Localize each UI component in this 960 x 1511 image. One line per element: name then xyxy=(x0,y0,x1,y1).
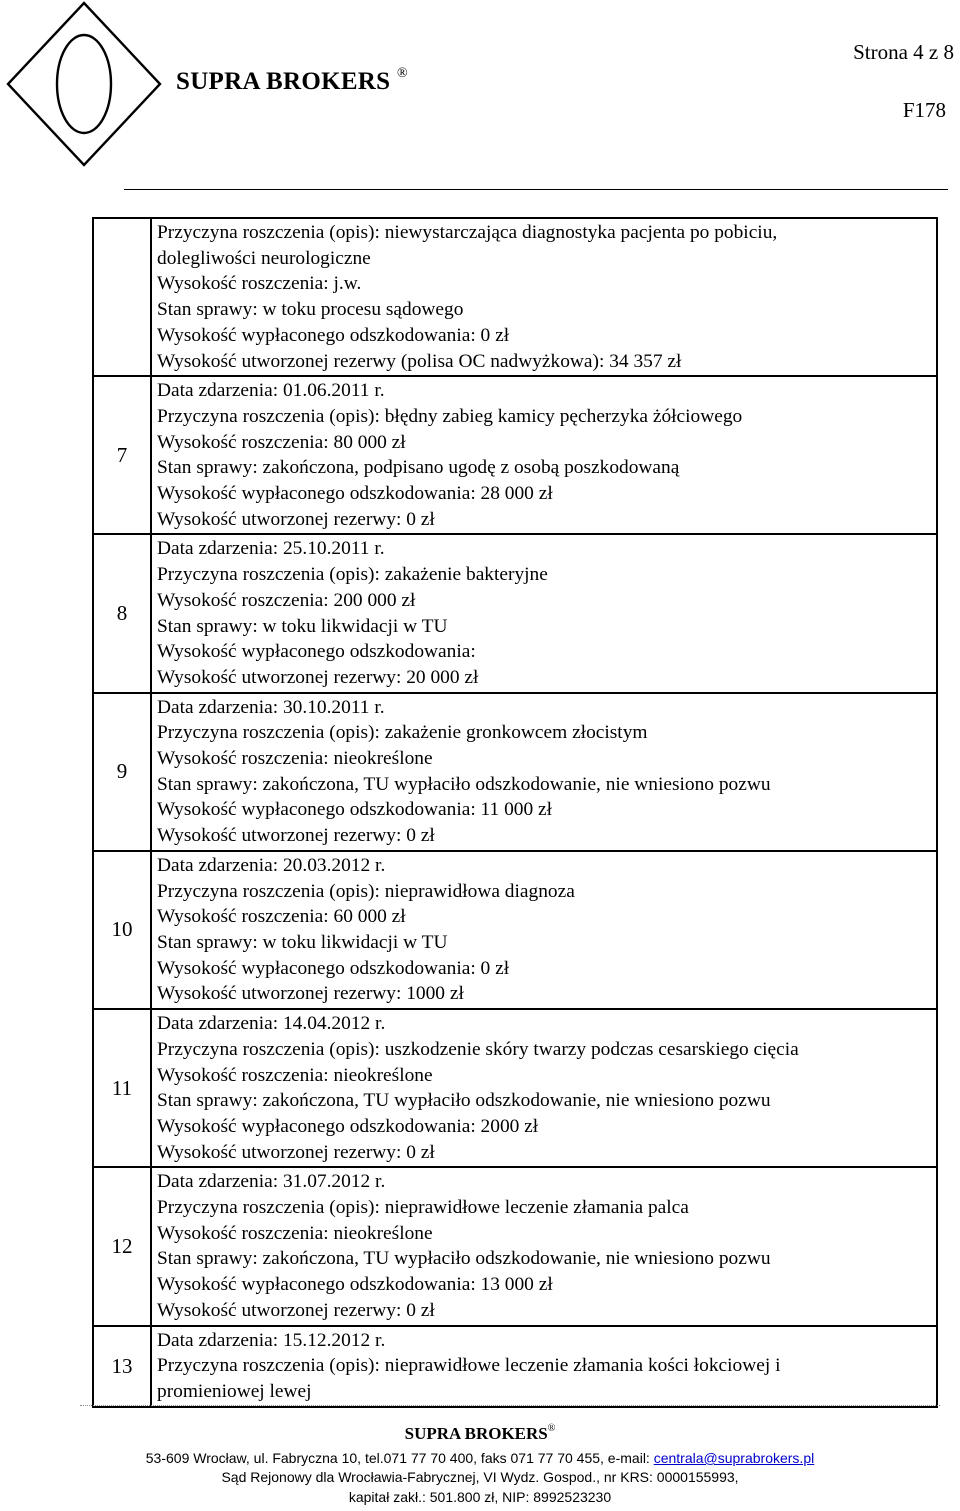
claim-detail-line: Wysokość wypłaconego odszkodowania: 0 zł xyxy=(157,957,510,979)
logo-diamond xyxy=(8,3,160,165)
claim-detail-line: Wysokość utworzonej rezerwy: 0 zł xyxy=(157,825,435,847)
footer-capital: kapitał zakł.: 501.800 zł, NIP: 8992523230 xyxy=(348,1489,612,1505)
claim-row xyxy=(93,376,937,534)
claim-detail-line: Przyczyna roszczenia (opis): błędny zabieg kamicy pęcherzyka żółciowego xyxy=(157,405,743,427)
logo-oval xyxy=(57,35,111,133)
footer-divider xyxy=(80,1405,940,1406)
claim-detail-line: dolegliwości neurologiczne xyxy=(157,247,371,269)
claim-detail-line: Wysokość utworzonej rezerwy: 20 000 zł xyxy=(157,666,479,688)
claim-detail-line: Stan sprawy: zakończona, podpisano ugodę z osobą poszkodowaną xyxy=(157,457,680,479)
claim-details xyxy=(151,218,937,376)
claim-detail-line: Data zdarzenia: 30.10.2011 r. xyxy=(157,696,385,718)
claim-detail-line: Wysokość wypłaconego odszkodowania: 2000 zł xyxy=(157,1115,539,1137)
claim-number: 10 xyxy=(93,851,151,1009)
claim-detail-line: Data zdarzenia: 14.04.2012 r. xyxy=(157,1013,386,1035)
claim-detail-line: Stan sprawy: w toku likwidacji w TU xyxy=(157,931,448,953)
claim-details xyxy=(151,693,937,851)
page-number: Strona 4 z 8 xyxy=(853,40,954,64)
claim-detail-line: Stan sprawy: zakończona, TU wypłaciło odszkodowanie, nie wniesiono pozwu xyxy=(157,1248,771,1270)
registered-mark: ® xyxy=(396,66,408,81)
claim-detail-line: Przyczyna roszczenia (opis): zakażenie gronkowcem złocistym xyxy=(157,722,648,744)
claim-detail-line: Wysokość utworzonej rezerwy: 0 zł xyxy=(157,1141,435,1163)
claim-number: 11 xyxy=(93,1009,151,1167)
claim-detail-line: Przyczyna roszczenia (opis): nieprawidłowe leczenie złamania kości łokciowej i xyxy=(157,1355,781,1377)
claim-detail-line: Wysokość roszczenia: nieokreślone xyxy=(157,1064,433,1086)
header-divider xyxy=(124,189,948,190)
footer-address: 53-609 Wrocław, ul. Fabryczna 10, tel.071 77 70 400, faks 071 77 70 455, e-mail: centrala@suprabrokers.pl xyxy=(145,1450,815,1466)
claim-number xyxy=(93,218,151,376)
claim-row xyxy=(93,1326,937,1407)
claim-number: 7 xyxy=(93,376,151,534)
claim-detail-line: Data zdarzenia: 15.12.2012 r. xyxy=(157,1329,386,1351)
claim-detail-line: Wysokość roszczenia: nieokreślone xyxy=(157,1222,433,1244)
claim-details xyxy=(151,1326,937,1407)
claim-detail-line: Wysokość roszczenia: j.w. xyxy=(157,273,362,295)
claim-detail-line: Stan sprawy: w toku procesu sądowego xyxy=(157,299,464,321)
claim-detail-line: Przyczyna roszczenia (opis): uszkodzenie skóry twarzy podczas cesarskiego cięcia xyxy=(157,1038,799,1060)
claim-detail-line: Data zdarzenia: 01.06.2011 r. xyxy=(157,380,385,402)
claim-row xyxy=(93,534,937,692)
claim-detail-line: Przyczyna roszczenia (opis): zakażenie bakteryjne xyxy=(157,564,548,586)
claim-detail-line: Data zdarzenia: 25.10.2011 r. xyxy=(157,538,385,560)
claim-row xyxy=(93,218,937,376)
claim-detail-line: Przyczyna roszczenia (opis): niewystarczająca diagnostyka pacjenta po pobiciu, xyxy=(157,222,778,243)
claim-details xyxy=(151,851,937,1009)
claim-details xyxy=(151,534,937,692)
company-logo xyxy=(0,0,168,168)
claim-row xyxy=(93,1009,937,1167)
claim-row xyxy=(93,693,937,851)
claim-detail-line: Wysokość utworzonej rezerwy: 1000 zł xyxy=(157,983,464,1005)
claim-detail-line: Wysokość wypłaconego odszkodowania: 13 000 zł xyxy=(157,1274,553,1296)
claim-detail-line: Wysokość wypłaconego odszkodowania: xyxy=(157,641,476,663)
claim-detail-line: Wysokość utworzonej rezerwy (polisa OC nadwyżkowa): 34 357 zł xyxy=(157,350,682,372)
claims-table xyxy=(92,217,938,1408)
claim-row xyxy=(93,1167,937,1325)
footer-email-link[interactable]: centrala@suprabrokers.pl xyxy=(653,1450,815,1466)
form-code: F178 xyxy=(902,98,946,122)
claim-details xyxy=(151,1167,937,1325)
claim-row xyxy=(93,851,937,1009)
claim-details xyxy=(151,1009,937,1167)
claim-detail-line: Data zdarzenia: 20.03.2012 r. xyxy=(157,854,386,876)
claim-detail-line: Stan sprawy: w toku likwidacji w TU xyxy=(157,615,448,637)
footer-court-registration: Sąd Rejonowy dla Wrocławia-Fabrycznej, VI Wydz. Gospod., nr KRS: 0000155993, xyxy=(221,1469,739,1485)
claim-details xyxy=(151,376,937,534)
claim-detail-line: Wysokość roszczenia: nieokreślone xyxy=(157,748,433,770)
claim-detail-line: Wysokość roszczenia: 60 000 zł xyxy=(157,906,406,928)
brand-name: SUPRA BROKERS ® xyxy=(176,66,408,95)
claim-detail-line: Wysokość wypłaconego odszkodowania: 28 000 zł xyxy=(157,483,553,505)
claim-number: 8 xyxy=(93,534,151,692)
claim-number: 12 xyxy=(93,1167,151,1325)
claim-detail-line: Stan sprawy: zakończona, TU wypłaciło odszkodowanie, nie wniesiono pozwu xyxy=(157,773,771,795)
footer-brand: SUPRA BROKERS® xyxy=(404,1423,556,1443)
claim-detail-line: Wysokość utworzonej rezerwy: 0 zł xyxy=(157,1299,435,1321)
claim-detail-line: promieniowej lewej xyxy=(157,1380,312,1402)
claim-detail-line: Przyczyna roszczenia (opis): nieprawidłowe leczenie złamania palca xyxy=(157,1197,689,1219)
claim-detail-line: Wysokość roszczenia: 80 000 zł xyxy=(157,431,406,453)
claim-number: 9 xyxy=(93,693,151,851)
claim-detail-line: Przyczyna roszczenia (opis): nieprawidłowa diagnoza xyxy=(157,880,575,902)
claim-number: 13 xyxy=(93,1326,151,1407)
claim-detail-line: Wysokość roszczenia: 200 000 zł xyxy=(157,589,416,611)
claim-detail-line: Wysokość wypłaconego odszkodowania: 0 zł xyxy=(157,324,510,346)
claim-detail-line: Wysokość utworzonej rezerwy: 0 zł xyxy=(157,508,435,530)
claim-detail-line: Data zdarzenia: 31.07.2012 r. xyxy=(157,1171,386,1193)
claim-detail-line: Wysokość wypłaconego odszkodowania: 11 000 zł xyxy=(157,799,552,821)
claim-detail-line: Stan sprawy: zakończona, TU wypłaciło odszkodowanie, nie wniesiono pozwu xyxy=(157,1090,771,1112)
